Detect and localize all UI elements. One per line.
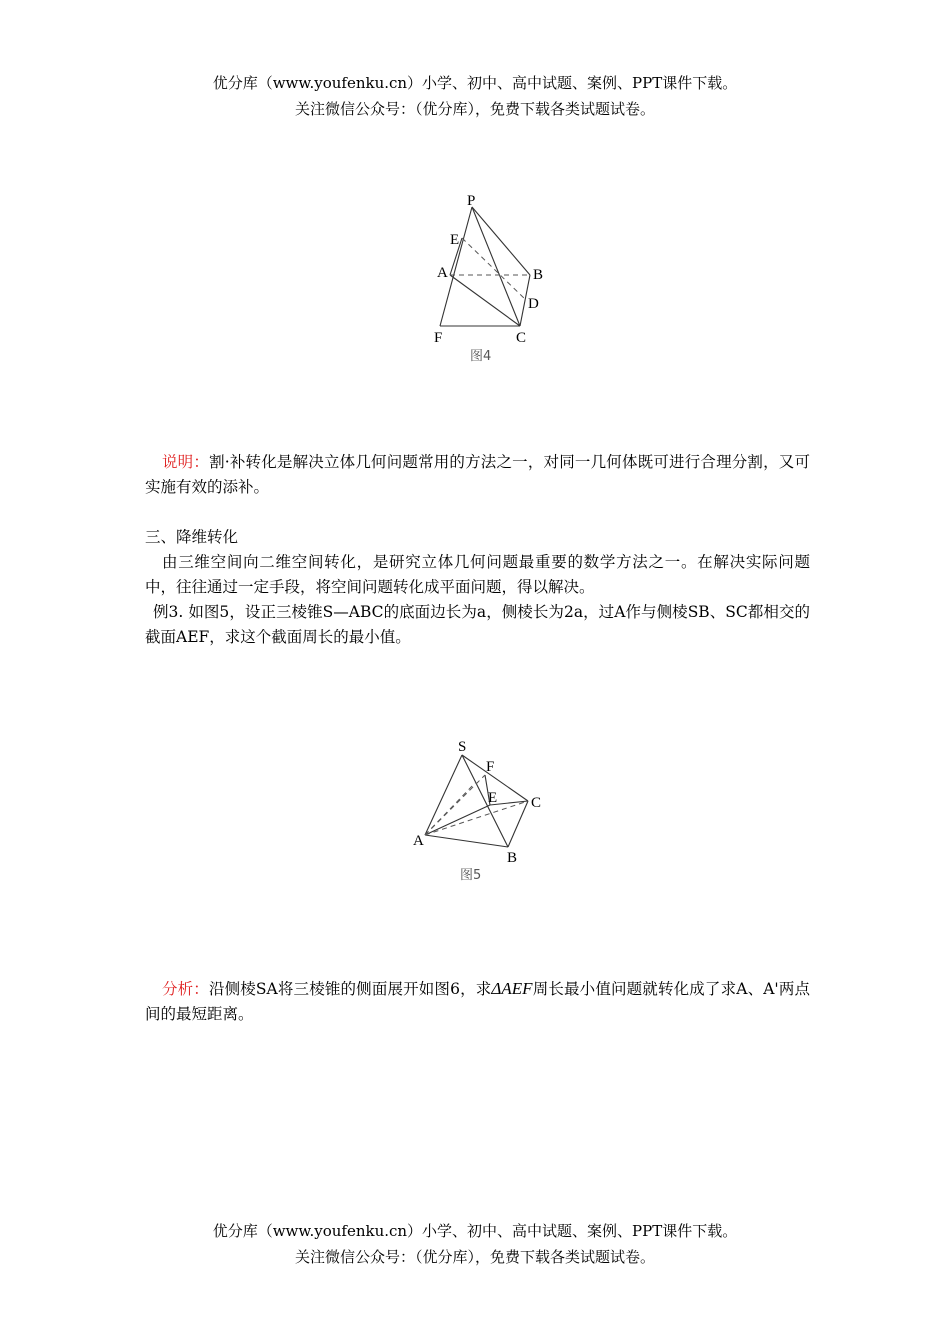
label-E: E <box>488 790 498 806</box>
note-paragraph <box>145 450 810 500</box>
label-A: A <box>437 265 448 281</box>
label-A: A <box>413 833 424 849</box>
analysis-text-before: 沿侧棱SA将三棱锥的侧面展开如图6，求 <box>208 980 492 998</box>
section-3-paragraph: 由三维空间向二维空间转化，是研究立体几何问题最重要的数学方法之一。在解决实际问题中，往往通过一定手段，将空间问题转化成平面问题，得以解决。 <box>145 553 810 596</box>
figure-5-diagram <box>405 735 555 885</box>
figure-5-caption: 图5 <box>460 868 482 883</box>
figure-4-diagram <box>420 190 560 370</box>
label-S: S <box>458 739 467 755</box>
label-D: D <box>528 296 539 312</box>
label-F: F <box>434 330 443 346</box>
analysis-math: ΔAEF <box>491 979 533 998</box>
note-label: 说明： <box>162 453 210 471</box>
analysis-text-after: 周长最小值问题就转化成了求A、A'两点间的最短距离。 <box>145 980 810 1023</box>
label-E: E <box>450 232 460 248</box>
example-3-paragraph: 例3. 如图5，设正三棱锥S—ABC的底面边长为a，侧棱长为2a，过A作与侧棱SB、SC都相交的截面AEF，求这个截面周长的最小值。 <box>145 603 810 646</box>
label-C: C <box>531 795 542 811</box>
footer-line-1: 优分库（www.youfenku.cn）小学、初中、高中试题、案例、PPT课件下载。 <box>212 1222 738 1240</box>
label-C: C <box>516 330 527 346</box>
label-F: F <box>486 759 495 775</box>
label-P: P <box>467 193 476 209</box>
analysis-label: 分析： <box>162 980 209 998</box>
footer-line-2: 关注微信公众号：（优分库），免费下载各类试题试卷。 <box>294 1248 655 1266</box>
section-3-title: 三、降维转化 <box>145 528 239 546</box>
header-line-1: 优分库（www.youfenku.cn）小学、初中、高中试题、案例、PPT课件下载。 <box>212 74 738 92</box>
header-line-2: 关注微信公众号：（优分库），免费下载各类试题试卷。 <box>294 100 655 118</box>
analysis-paragraph <box>145 976 810 1027</box>
label-B: B <box>533 267 544 283</box>
figure-4-caption: 图4 <box>470 349 492 364</box>
label-B: B <box>507 850 518 866</box>
note-text: 割·补转化是解决立体几何问题常用的方法之一，对同一几何体既可进行合理分割，又可实施有效的添补。 <box>145 453 810 496</box>
